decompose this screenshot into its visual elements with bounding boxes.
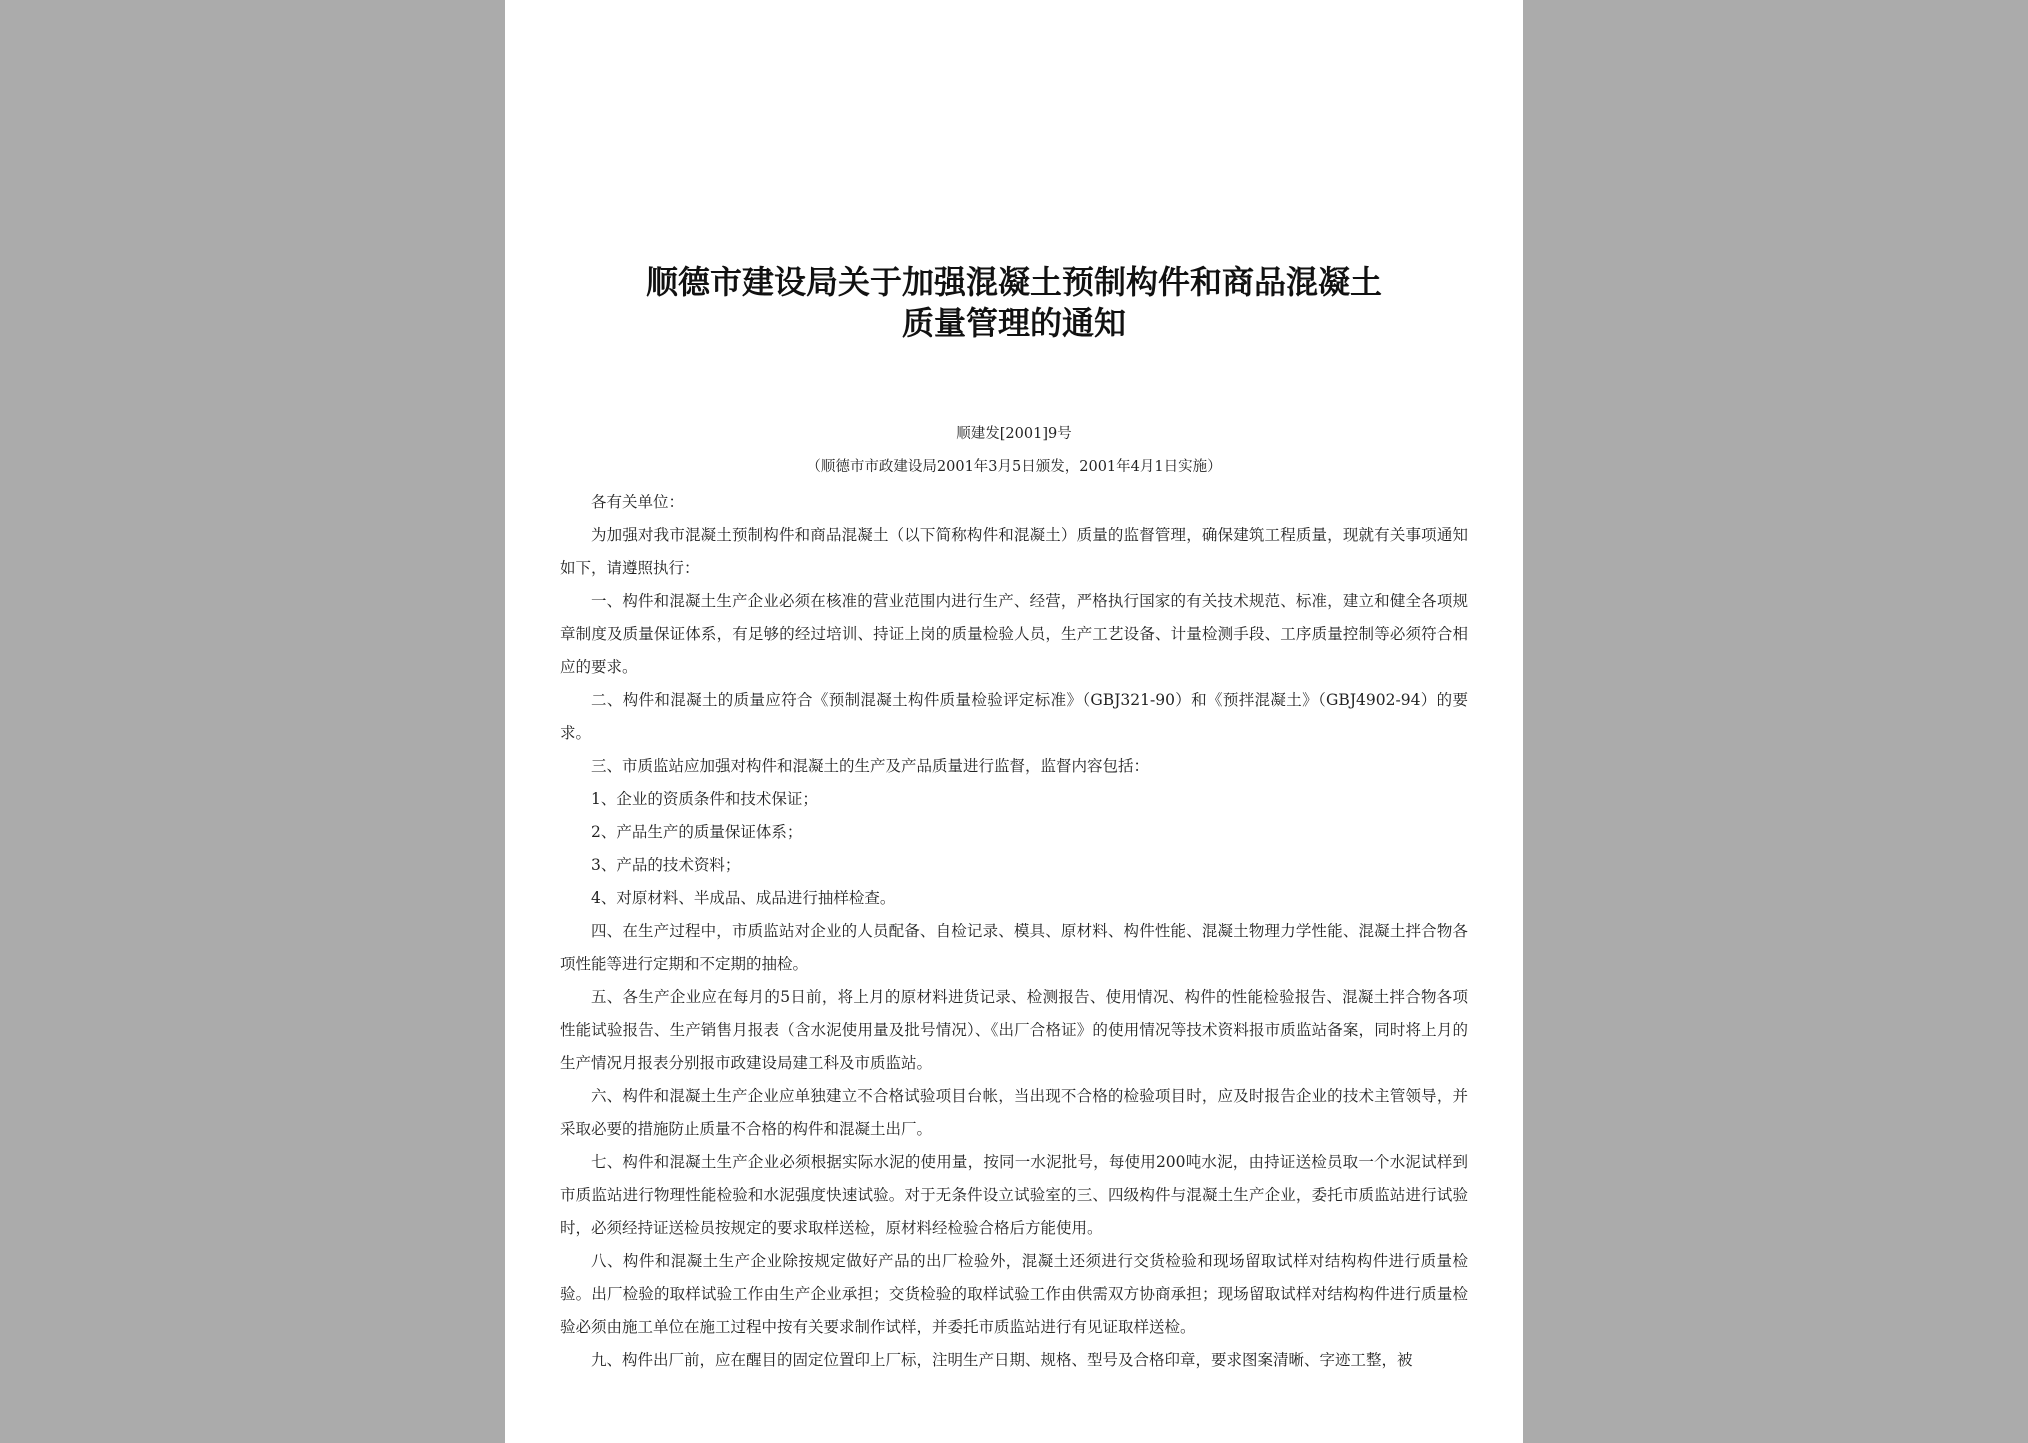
salutation: 各有关单位：: [591, 493, 685, 511]
document-body: [560, 486, 1468, 1377]
clause-6: 六、构件和混凝土生产企业应单独建立不合格试验项目台帐，当出现不合格的检验项目时，应及时报告企业的技术主管领导，并采取必要的措施防止质量不合格的构件和混凝土出厂。: [560, 1087, 1468, 1138]
document-page: [505, 0, 1523, 1443]
clause-1: 一、构件和混凝土生产企业必须在核准的营业范围内进行生产、经营，严格执行国家的有关技术规范、标准，建立和健全各项规章制度及质量保证体系，有足够的经过培训、持证上岗的质量检验人员，生产工艺设备、计量检测手段、工序质量控制等必须符合相应的要求。: [560, 592, 1468, 676]
title-line-1: 顺德市建设局关于加强混凝土预制构件和商品混凝土: [645, 263, 1382, 301]
clause-7: 七、构件和混凝土生产企业必须根据实际水泥的使用量，按同一水泥批号，每使用200吨水泥，由持证送检员取一个水泥试样到市质监站进行物理性能检验和水泥强度快速试验。对于无条件设立试验室的三、四级构件与混凝土生产企业，委托市质监站进行试验时，必须经持证送检员按规定的要求取样送检，原材料经检验合格后方能使用。: [560, 1153, 1468, 1237]
document-number: 顺建发[2001]9号: [956, 426, 1072, 442]
clause-2: 二、构件和混凝土的质量应符合《预制混凝土构件质量检验评定标准》（GBJ321-90）和《预拌混凝土》（GBJ4902-94）的要求。: [560, 691, 1468, 742]
clause-5: 五、各生产企业应在每月的5日前，将上月的原材料进货记录、检测报告、使用情况、构件的性能检验报告、混凝土拌合物各项性能试验报告、生产销售月报表（含水泥使用量及批号情况）、《出厂合格证》的使用情况等技术资料报市质监站备案，同时将上月的生产情况月报表分别报市政建设局建工科及市质监站。: [560, 988, 1468, 1072]
document-title: [545, 262, 1483, 344]
intro-paragraph: 为加强对我市混凝土预制构件和商品混凝土（以下简称构件和混凝土）质量的监督管理，确保建筑工程质量，现就有关事项通知如下，请遵照执行：: [560, 526, 1468, 577]
clause-8: 八、构件和混凝土生产企业除按规定做好产品的出厂检验外，混凝土还须进行交货检验和现场留取试样对结构构件进行质量检验。出厂检验的取样试验工作由生产企业承担；交货检验的取样试验工作由供需双方协商承担；现场留取试样对结构构件进行质量检验必须由施工单位在施工过程中按有关要求制作试样，并委托市质监站进行有见证取样送检。: [560, 1252, 1468, 1336]
clause-3-item-4: 4、对原材料、半成品、成品进行抽样检查。: [591, 889, 896, 907]
issue-info: （顺德市市政建设局2001年3月5日颁发，2001年4月1日实施）: [806, 459, 1222, 475]
clause-3-item-2: 2、产品生产的质量保证体系；: [591, 823, 803, 841]
clause-3-item-1: 1、企业的资质条件和技术保证；: [591, 790, 818, 808]
title-line-2: 质量管理的通知: [901, 304, 1126, 342]
clause-3-item-3: 3、产品的技术资料；: [591, 856, 741, 874]
clause-4: 四、在生产过程中，市质监站对企业的人员配备、自检记录、模具、原材料、构件性能、混凝土物理力学性能、混凝土拌合物各项性能等进行定期和不定期的抽检。: [560, 922, 1468, 973]
clause-3: 三、市质监站应加强对构件和混凝土的生产及产品质量进行监督，监督内容包括：: [591, 757, 1150, 775]
clause-9: 九、构件出厂前，应在醒目的固定位置印上厂标，注明生产日期、规格、型号及合格印章，要求图案清晰、字迹工整，被: [591, 1351, 1413, 1369]
